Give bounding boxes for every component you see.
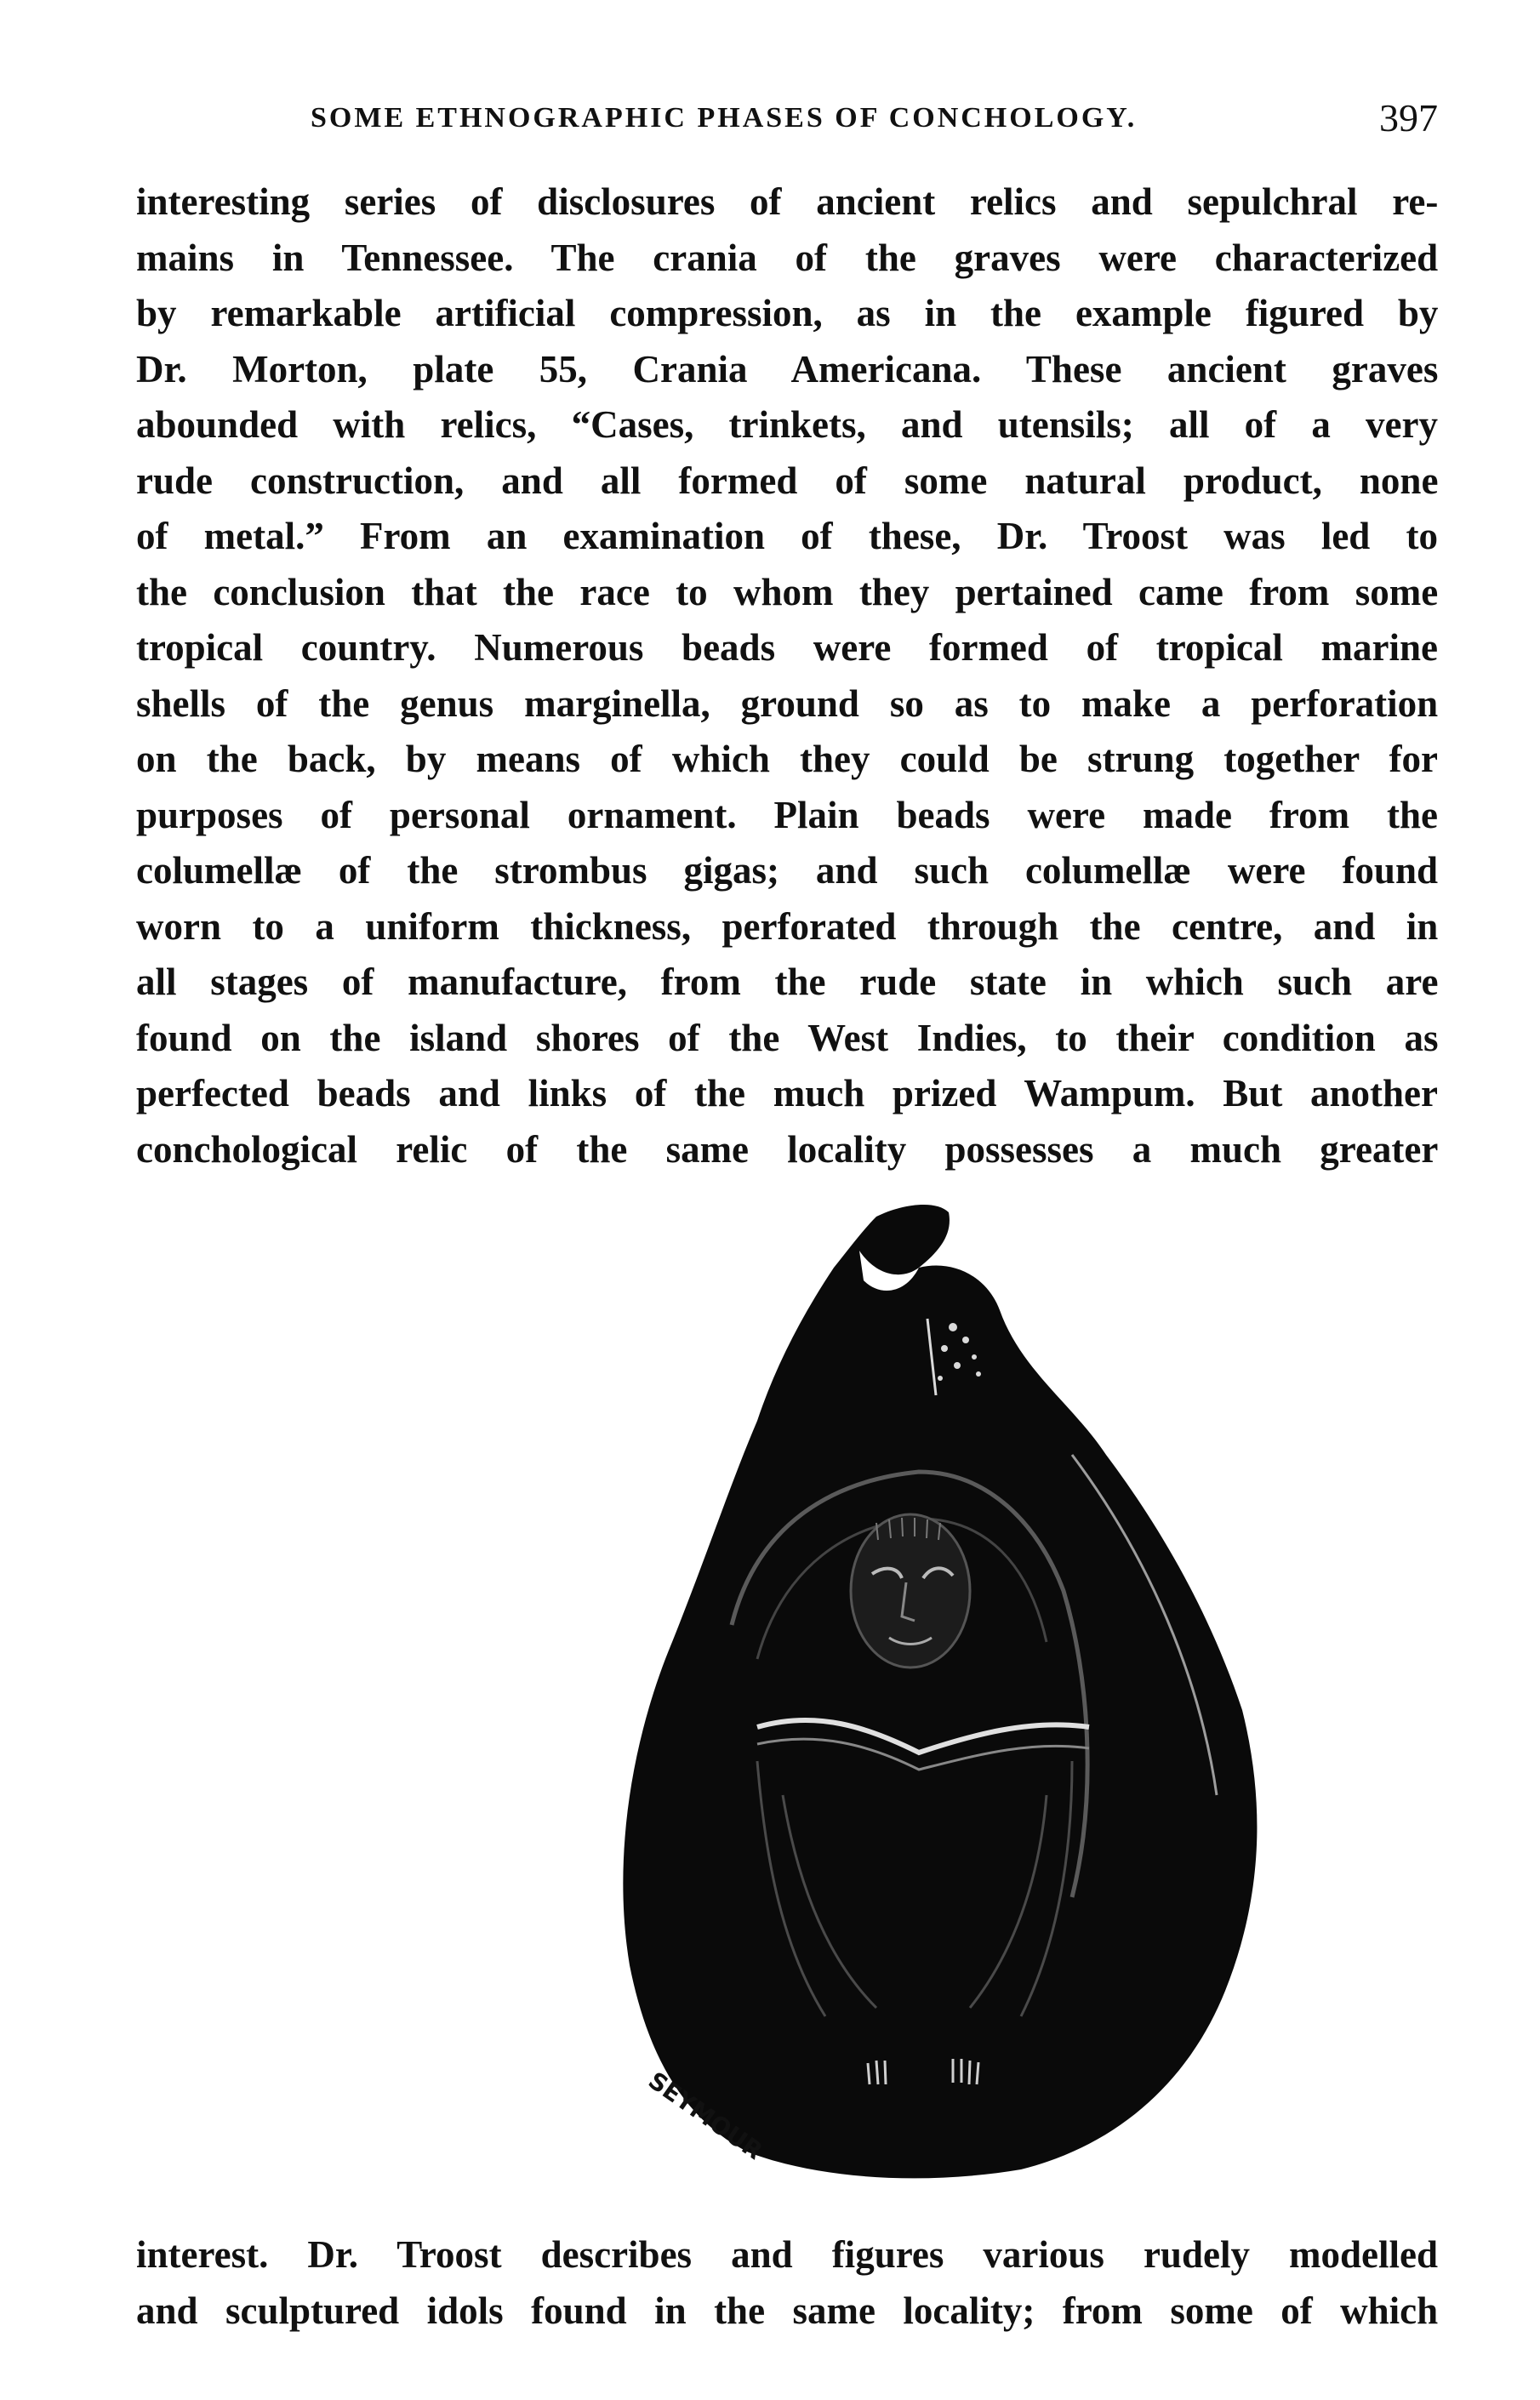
running-head [136, 95, 1438, 146]
text-line: purposes of personal ornament. Plain beads were made from the [136, 793, 1438, 836]
text-line: of metal.” From an examination of these, Dr. Troost was led to [136, 515, 1438, 557]
text-line: tropical country. Numerous beads were formed of tropical marine [136, 626, 1438, 669]
text-line: all stages of manufacture, from the rude state in which such are [136, 961, 1438, 1003]
text-line: the conclusion that the race to whom they pertained came from some [136, 570, 1438, 613]
paragraph-top [136, 174, 1438, 1177]
paragraph-bottom [136, 2227, 1438, 2339]
text-line: rude construction, and all formed of some natural product, none [136, 459, 1438, 502]
text-line: by remarkable artificial compression, as in the example figured by [136, 292, 1438, 334]
text-line: interest. Dr. Troost describes and figures various rudely modelled [136, 2233, 1438, 2276]
carved-shell-idol-illustration [476, 1200, 1446, 2195]
text-line: shells of the genus marginella, ground so as to make a perforation [136, 681, 1438, 725]
text-line: mains in Tennessee. The crania of the graves were characterized [136, 236, 1438, 279]
text-line: conchological relic of the same locality possesses a much greater [136, 1127, 1438, 1171]
engraving [476, 1200, 1446, 2195]
text-line: columellæ of the strombus gigas; and such columellæ were found [136, 849, 1438, 892]
text-line: abounded with relics, “Cases, trinkets, and utensils; all of a very [136, 403, 1438, 446]
text-line: found on the island shores of the West Indies, to their condition as [136, 1016, 1438, 1059]
engraver-signature: SEYMOUR [642, 2066, 768, 2165]
shell-silhouette [623, 1205, 1257, 2178]
text-line: worn to a uniform thickness, perforated through the centre, and in [136, 904, 1438, 948]
text-line: interesting series of disclosures of ancient relics and sepulchral re- [136, 180, 1438, 223]
running-title: SOME ETHNOGRAPHIC PHASES OF CONCHOLOGY. [311, 102, 1138, 134]
text-line: on the back, by means of which they could be strung together for [136, 738, 1438, 780]
text-line: and sculptured idols found in the same locality; from some of which [136, 2289, 1438, 2332]
text-line: perfected beads and links of the much prized Wampum. But another [136, 1072, 1438, 1114]
page-number: 397 [1379, 96, 1438, 140]
text-line: Dr. Morton, plate 55, Crania Americana. These ancient graves [136, 347, 1438, 390]
